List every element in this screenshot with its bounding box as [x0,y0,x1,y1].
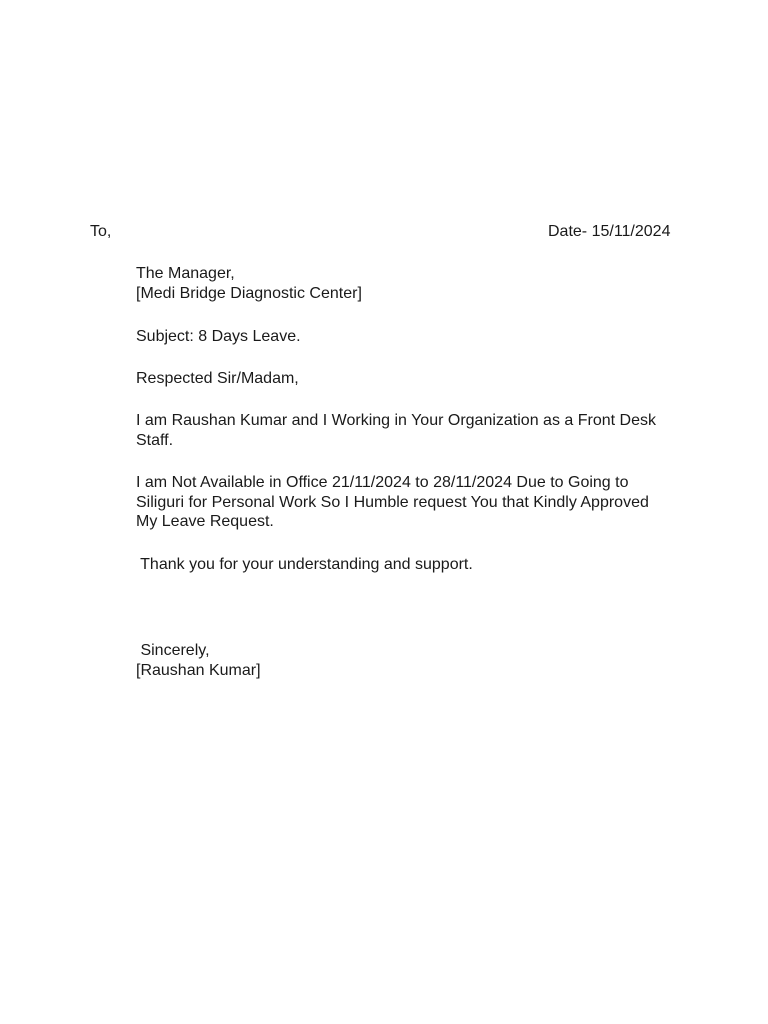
paragraph-leave-details [136,473,681,532]
paragraph-introduction [136,411,681,450]
recipient-block [136,264,681,303]
closing-block [136,641,681,680]
subject-text: Subject: 8 Days Leave. [136,328,301,345]
thanks-line [136,555,681,575]
paragraph-line: Staff. [136,431,174,449]
to-label: To, [90,223,112,240]
thanks-text: Thank you for your understanding and support. [136,556,473,573]
paragraph-line: My Leave Request. [136,513,274,530]
recipient-title: The Manager, [136,265,235,282]
signature-name: [Raushan Kumar] [136,661,261,679]
closing-text: Sincerely, [136,642,210,659]
letter-date: Date- 15/11/2024 [548,223,671,240]
paragraph-line: I am Not Available in Office 21/11/2024 to 28/11/2024 Due to Going to [136,474,629,491]
greeting-text: Respected Sir/Madam, [136,370,299,387]
paragraph-line: I am Raushan Kumar and I Working in Your Organization as a Front Desk [136,412,656,429]
paragraph-line: Siliguri for Personal Work So I Humble request You that Kindly Approved [136,493,649,511]
recipient-organization: [Medi Bridge Diagnostic Center] [136,284,362,302]
subject-line [136,327,681,347]
greeting-line [136,369,681,389]
